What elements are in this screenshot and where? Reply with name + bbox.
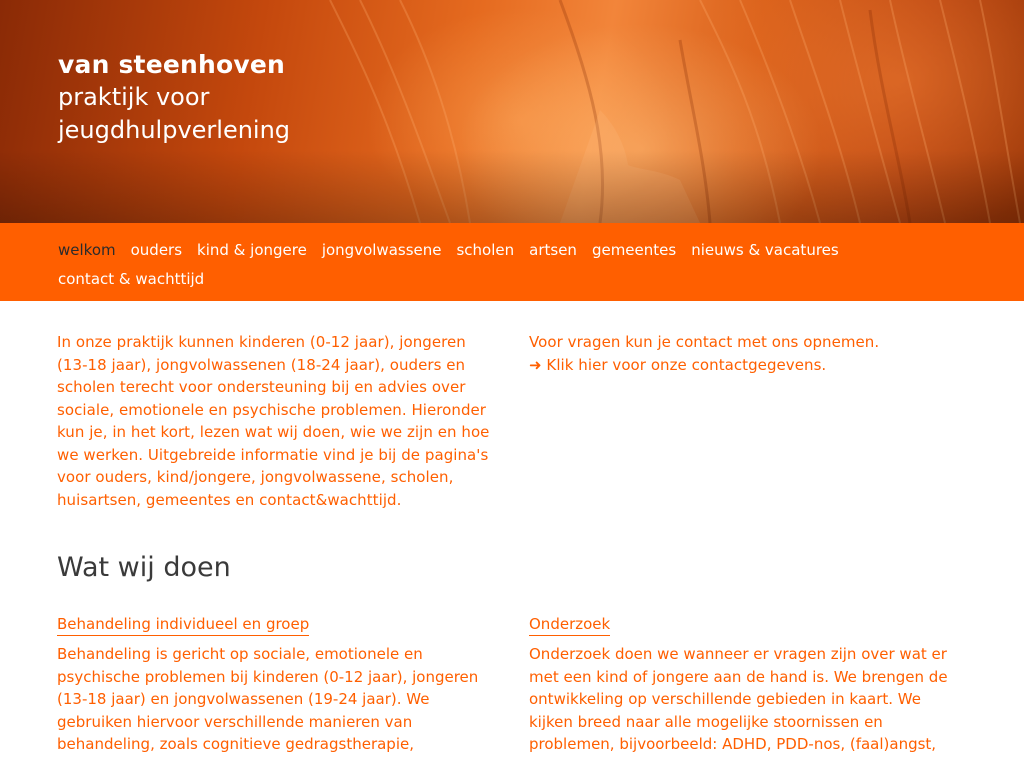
research-title-link[interactable]: Onderzoek [529, 614, 610, 636]
main-nav [0, 223, 1024, 301]
contact-prompt: Voor vragen kun je contact met ons opnemen. [529, 333, 880, 351]
intro-section [57, 331, 967, 511]
intro-left-column [57, 331, 495, 511]
treatment-column [57, 613, 495, 756]
nav-item-artsen[interactable]: artsen [529, 241, 577, 259]
hero-banner [0, 0, 1024, 223]
research-text: Onderzoek doen we wanneer er vragen zijn over wat er met een kind of jongere aan de hand is. We brengen de ontwikkeling op verschillende gebieden in kaart. We kijken breed naar alle mogelijke stoornissen en problemen, bijvoorbeeld: ADHD, PDD-nos, (faal)angst, [529, 645, 948, 753]
brand-subtitle-line1: praktijk voor [58, 83, 210, 111]
main-content [0, 301, 1024, 756]
research-column [529, 613, 967, 756]
brand-name: van steenhoven [58, 50, 286, 79]
nav-item-nieuws-vacatures[interactable]: nieuws & vacatures [691, 241, 839, 259]
nav-item-gemeentes[interactable]: gemeentes [591, 241, 677, 259]
section-title-wat-wij-doen: Wat wij doen [57, 552, 231, 583]
services-section [57, 613, 967, 756]
nav-list [58, 235, 918, 293]
treatment-title-link[interactable]: Behandeling individueel en groep [57, 614, 309, 636]
nav-item-jongvolwassene[interactable]: jongvolwassene [321, 241, 442, 259]
intro-text: In onze praktijk kunnen kinderen (0-12 jaar), jongeren (13-18 jaar), jongvolwassenen (18-24 jaar), ouders en scholen terecht voor ondersteuning bij en advies over sociale, emotionele en psychische problemen. Hieronder kun je, in het kort, lezen wat wij doen, wie we zijn en hoe we werken. Uitgebreide informatie vind je bij de pagina's voor ouders, kind/jongere, jongvolwassene, scholen, huisartsen, gemeentes en contact&wachttijd. [57, 333, 490, 509]
nav-item-kind-jongere[interactable]: kind & jongere [197, 241, 307, 259]
nav-item-scholen[interactable]: scholen [456, 241, 515, 259]
nav-item-ouders[interactable]: ouders [130, 241, 183, 259]
site-logo[interactable] [58, 48, 290, 147]
intro-right-column [529, 331, 967, 511]
brand-subtitle-line2: jeugdhulpverlening [58, 116, 291, 144]
nav-item-welkom[interactable]: welkom [58, 241, 116, 259]
contact-details-link[interactable]: ➜ Klik hier voor onze contactgegevens. [529, 355, 827, 374]
treatment-text: Behandeling is gericht op sociale, emotionele en psychische problemen bij kinderen (0-12 jaar), jongeren (13-18 jaar) en jongvolwassenen (19-24 jaar). We gebruiken hiervoor verschillende manieren van behandeling, zoals cognitieve gedragstherapie, [57, 645, 479, 753]
nav-item-contact-wachttijd[interactable]: contact & wachttijd [58, 270, 205, 288]
